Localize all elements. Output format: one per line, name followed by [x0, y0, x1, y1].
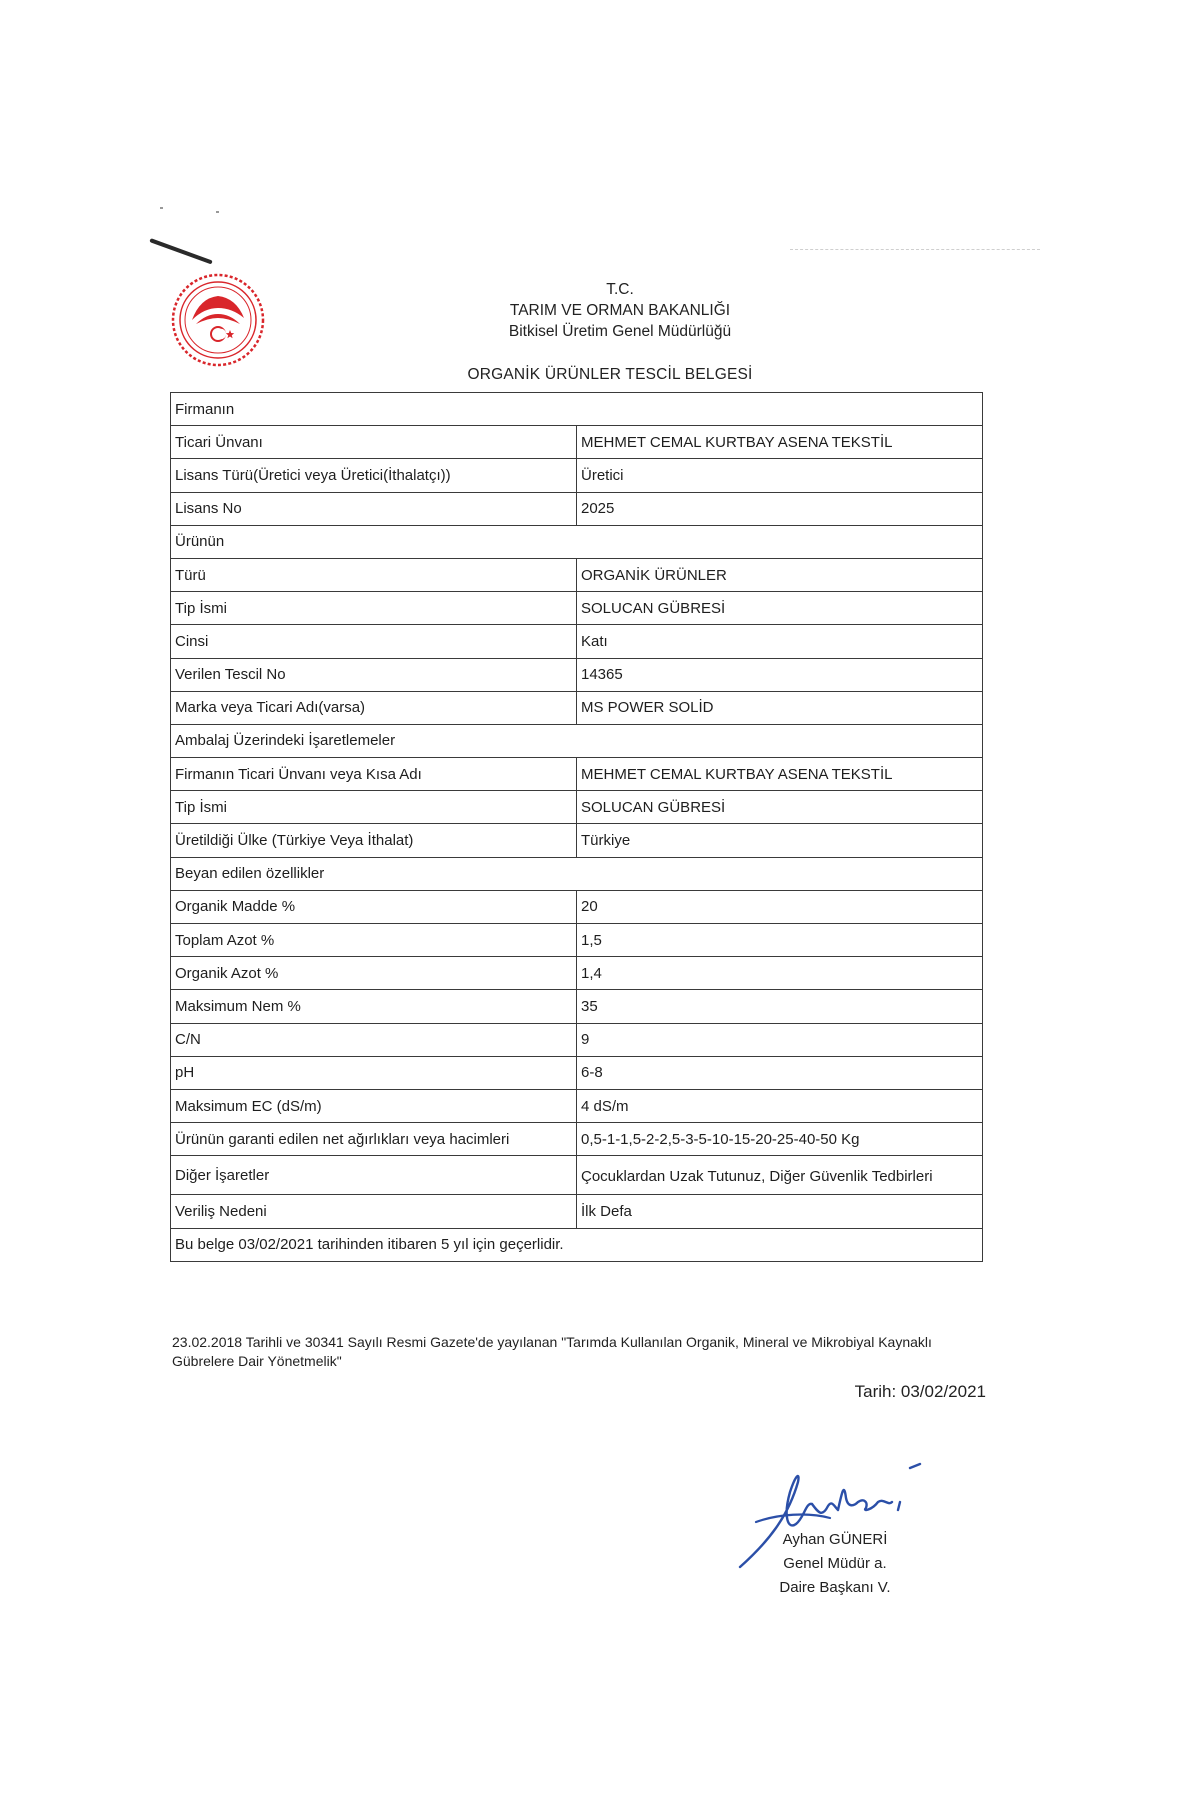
field-label: pH — [171, 1056, 577, 1089]
field-value: Üretici — [577, 459, 983, 492]
section-label: Bu belge 03/02/2021 tarihinden itibaren 5 yıl için geçerlidir. — [171, 1228, 983, 1261]
field-label: Veriliş Nedeni — [171, 1195, 577, 1228]
table-row — [171, 791, 983, 824]
field-value: 0,5-1-1,5-2-2,5-3-5-10-15-20-25-40-50 Kg — [577, 1123, 983, 1156]
scan-speck — [216, 211, 219, 213]
table-row — [171, 758, 983, 791]
field-value: SOLUCAN GÜBRESİ — [577, 592, 983, 625]
field-label: Organik Madde % — [171, 890, 577, 923]
field-value: SOLUCAN GÜBRESİ — [577, 791, 983, 824]
field-value: 1,5 — [577, 924, 983, 957]
signer-name: Ayhan GÜNERİ — [782, 1531, 888, 1548]
table-row — [171, 1089, 983, 1122]
scan-mark — [149, 238, 212, 264]
field-value: 35 — [577, 990, 983, 1023]
section-row — [171, 393, 983, 426]
section-label: Beyan edilen özellikler — [171, 857, 983, 890]
field-label: Verilen Tescil No — [171, 658, 577, 691]
table-row — [171, 492, 983, 525]
section-row — [171, 1228, 983, 1261]
table-row — [171, 426, 983, 459]
document-header — [420, 279, 820, 342]
field-value: MEHMET CEMAL KURTBAY ASENA TEKSTİL — [577, 758, 983, 791]
ministry-seal-icon — [170, 272, 266, 368]
field-value: Katı — [577, 625, 983, 658]
table-row — [171, 1195, 983, 1228]
section-label: Ambalaj Üzerindeki İşaretlemeler — [171, 724, 983, 757]
table-row — [171, 691, 983, 724]
field-label: Diğer İşaretler — [171, 1156, 577, 1195]
table-row — [171, 625, 983, 658]
field-label: Toplam Azot % — [171, 924, 577, 957]
field-label: Tip İsmi — [171, 592, 577, 625]
field-label: Ticari Ünvanı — [171, 426, 577, 459]
field-label: Lisans No — [171, 492, 577, 525]
signer-block — [760, 1528, 910, 1600]
section-label: Firmanın — [171, 393, 983, 426]
field-label: Tip İsmi — [171, 791, 577, 824]
field-label: Maksimum Nem % — [171, 990, 577, 1023]
field-label: Üretildiği Ülke (Türkiye Veya İthalat) — [171, 824, 577, 857]
table-row — [171, 924, 983, 957]
field-value: 4 dS/m — [577, 1089, 983, 1122]
signer-title: Genel Müdür a. — [783, 1555, 887, 1572]
directorate-name: Bitkisel Üretim Genel Müdürlüğü — [508, 323, 732, 340]
field-label: Marka veya Ticari Adı(varsa) — [171, 691, 577, 724]
ministry-name: TARIM VE ORMAN BAKANLIĞI — [509, 302, 731, 319]
scan-speck — [160, 207, 163, 209]
field-value: Türkiye — [577, 824, 983, 857]
scan-line — [790, 249, 1040, 250]
registration-table — [170, 392, 983, 1262]
section-row — [171, 724, 983, 757]
section-row — [171, 525, 983, 558]
field-value: İlk Defa — [577, 1195, 983, 1228]
table-row — [171, 957, 983, 990]
field-value: 14365 — [577, 658, 983, 691]
field-value: Çocuklardan Uzak Tutunuz, Diğer Güvenlik Tedbirleri — [577, 1156, 983, 1195]
table-row — [171, 592, 983, 625]
field-label: Maksimum EC (dS/m) — [171, 1089, 577, 1122]
field-value: MS POWER SOLİD — [577, 691, 983, 724]
field-value: 20 — [577, 890, 983, 923]
document-title: ORGANİK ÜRÜNLER TESCİL BELGESİ — [467, 366, 753, 383]
table-row — [171, 890, 983, 923]
table-row — [171, 1023, 983, 1056]
field-label: Organik Azot % — [171, 957, 577, 990]
table-row — [171, 459, 983, 492]
state-name: T.C. — [606, 281, 634, 298]
field-label: Lisans Türü(Üretici veya Üretici(İthalatçı)) — [171, 459, 577, 492]
table-row — [171, 1123, 983, 1156]
table-row — [171, 658, 983, 691]
field-value: 2025 — [577, 492, 983, 525]
table-row — [171, 1056, 983, 1089]
section-label: Ürünün — [171, 525, 983, 558]
field-label: Cinsi — [171, 625, 577, 658]
regulation-footnote: 23.02.2018 Tarihli ve 30341 Sayılı Resmi Gazete'de yayılanan "Tarımda Kullanılan Organik, Mineral ve Mikrobiyal Kaynaklı Gübrelere Dair Yönetmelik" — [172, 1334, 932, 1369]
table-row — [171, 990, 983, 1023]
table-row — [171, 1156, 983, 1195]
field-label: C/N — [171, 1023, 577, 1056]
table-row — [171, 824, 983, 857]
field-value: 1,4 — [577, 957, 983, 990]
field-value: 6-8 — [577, 1056, 983, 1089]
table-row — [171, 558, 983, 591]
field-value: ORGANİK ÜRÜNLER — [577, 558, 983, 591]
field-label: Türü — [171, 558, 577, 591]
field-label: Firmanın Ticari Ünvanı veya Kısa Adı — [171, 758, 577, 791]
signer-subtitle: Daire Başkanı V. — [779, 1579, 891, 1596]
field-value: MEHMET CEMAL KURTBAY ASENA TEKSTİL — [577, 426, 983, 459]
document-date: Tarih: 03/02/2021 — [854, 1382, 986, 1401]
field-label: Ürünün garanti edilen net ağırlıkları veya hacimleri — [171, 1123, 577, 1156]
field-value: 9 — [577, 1023, 983, 1056]
section-row — [171, 857, 983, 890]
